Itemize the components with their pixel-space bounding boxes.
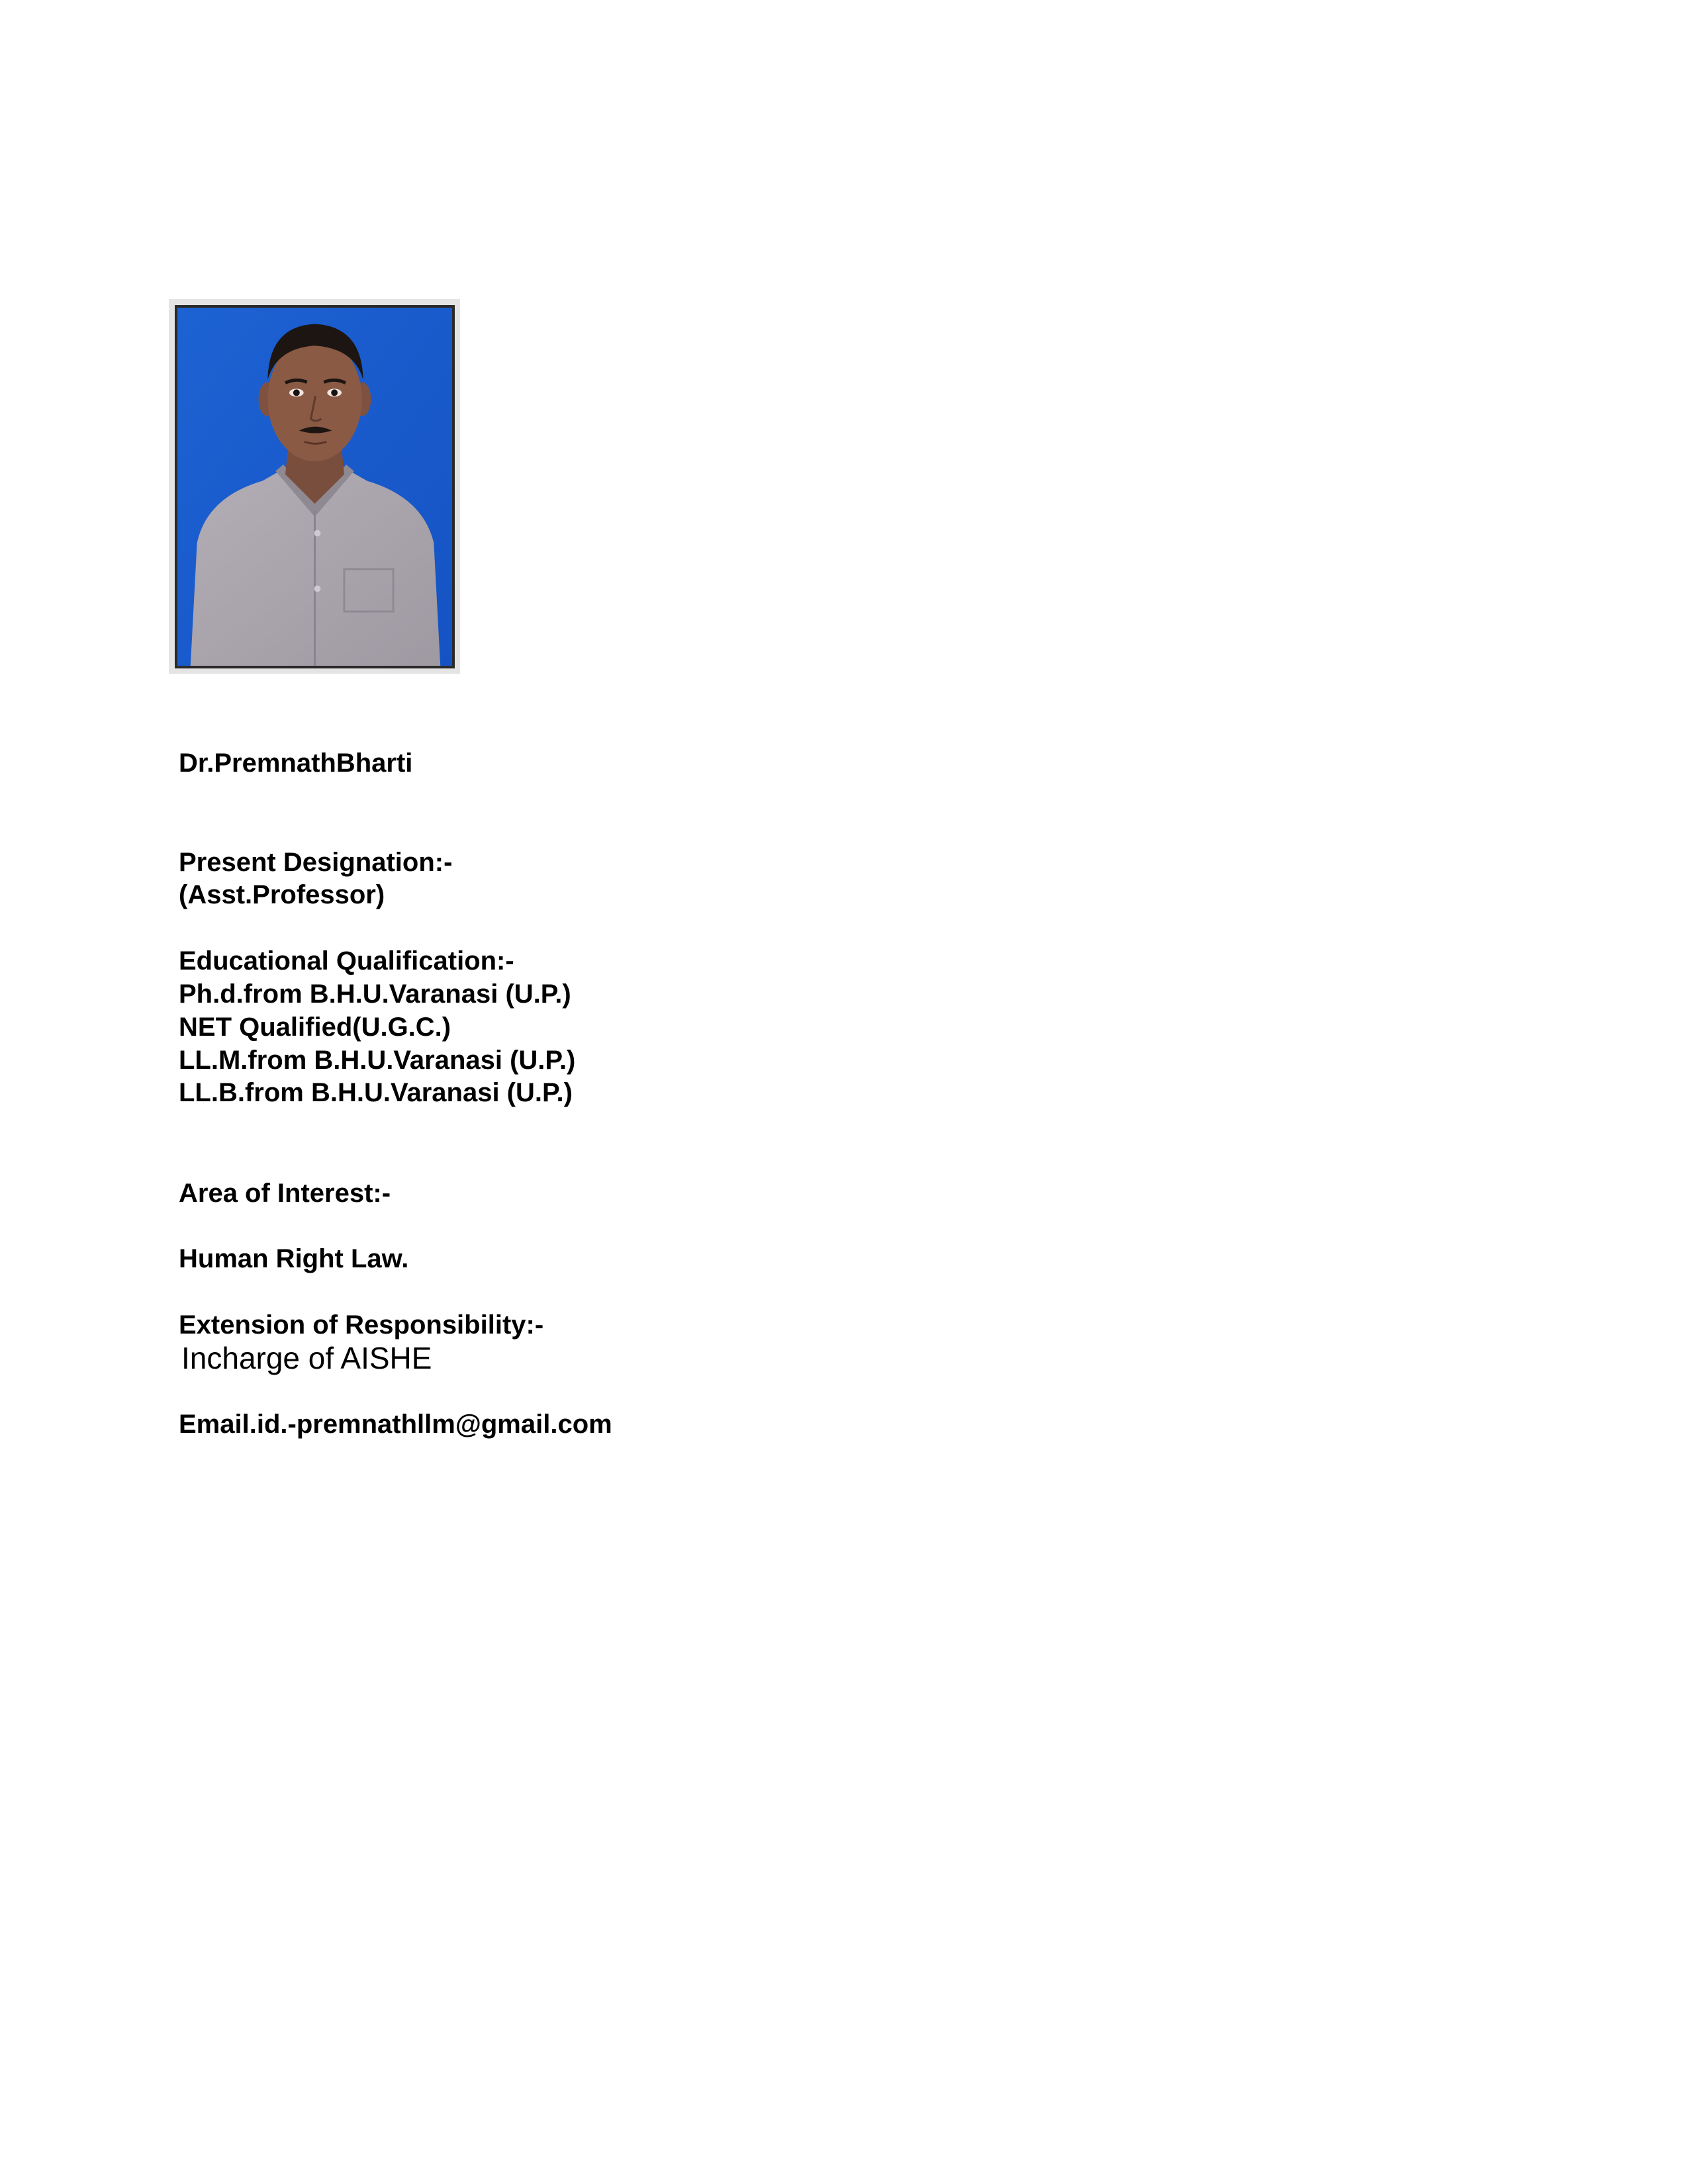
designation-value: (Asst.Professor) xyxy=(179,880,385,909)
responsibility-value: Incharge of AISHE xyxy=(181,1341,432,1375)
education-item: NET Qualified(U.G.C.) xyxy=(179,1013,451,1042)
profile-photo xyxy=(169,299,460,674)
education-item: LL.M.from B.H.U.Varanasi (U.P.) xyxy=(179,1046,576,1075)
person-name: Dr.PremnathBharti xyxy=(179,749,413,778)
portrait-image xyxy=(175,305,455,668)
email-text: Email.id.-premnathllm@gmail.com xyxy=(179,1410,612,1439)
education-item: LL.B.from B.H.U.Varanasi (U.P.) xyxy=(179,1078,573,1107)
interest-value: Human Right Law. xyxy=(179,1244,409,1273)
education-item: Ph.d.from B.H.U.Varanasi (U.P.) xyxy=(179,979,571,1009)
interest-heading: Area of Interest:- xyxy=(179,1179,391,1208)
education-heading: Educational Qualification:- xyxy=(179,946,514,976)
designation-heading: Present Designation:- xyxy=(179,848,453,877)
responsibility-heading: Extension of Responsibility:- xyxy=(179,1310,544,1340)
